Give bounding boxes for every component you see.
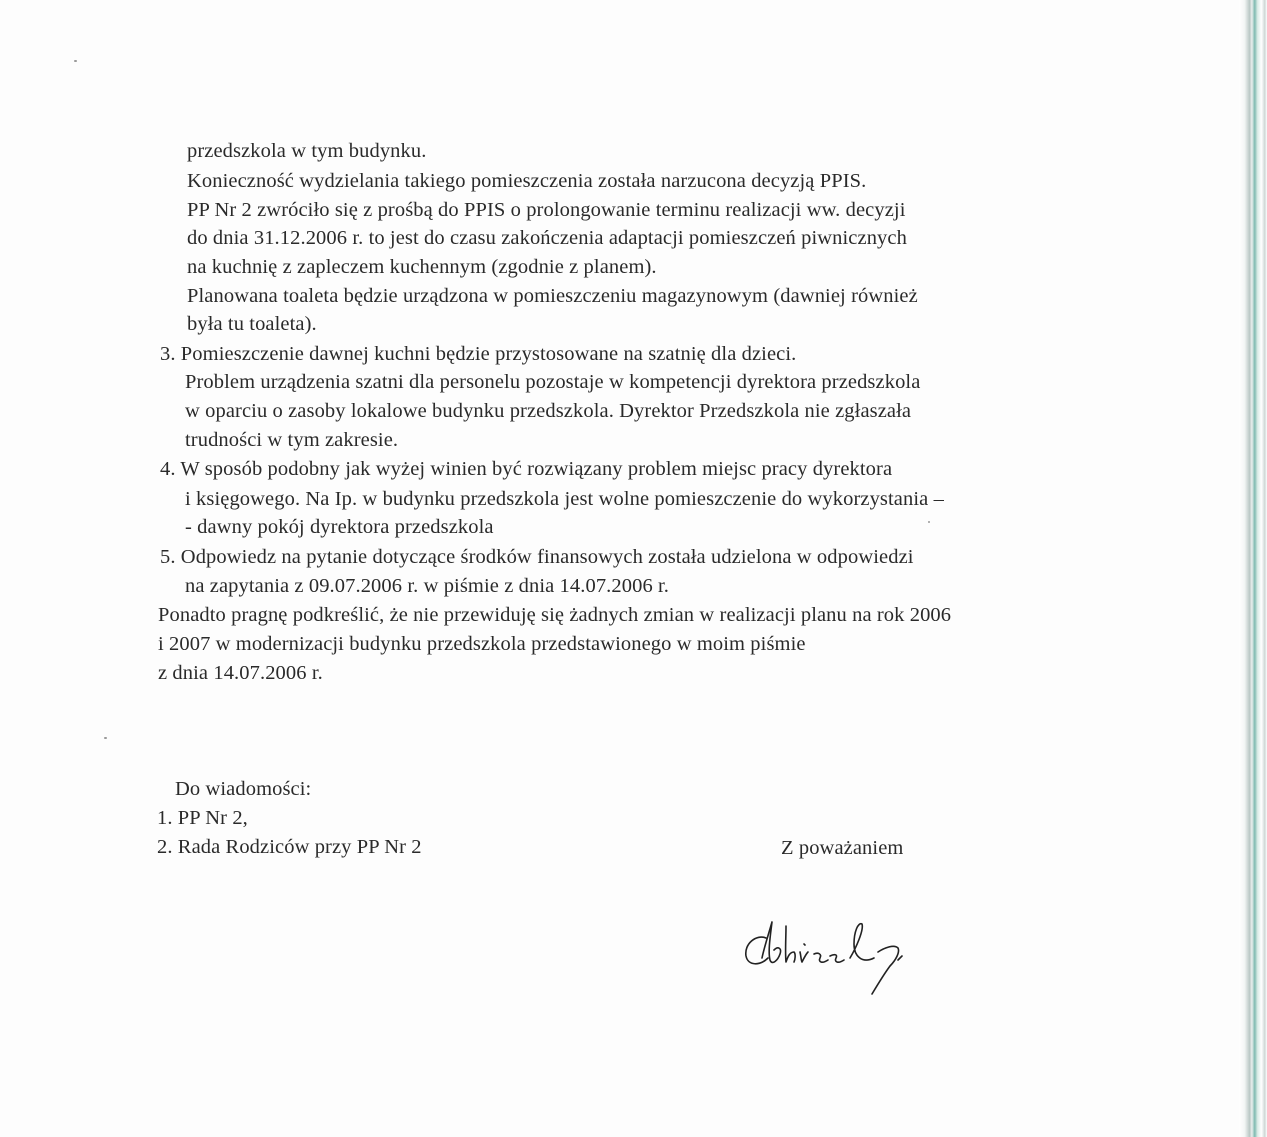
body-line: na zapytania z 09.07.2006 r. w piśmie z dnia 14.07.2006 r. xyxy=(185,575,670,597)
scan-speck xyxy=(928,521,930,523)
body-line: i księgowego. Na Ip. w budynku przedszkola jest wolne pomieszczenie do wykorzystania – xyxy=(185,488,944,510)
scan-edge-strip xyxy=(1239,0,1267,1137)
scan-speck xyxy=(104,737,107,739)
body-line: do dnia 31.12.2006 r. to jest do czasu zakończenia adaptacji pomieszczeń piwnicznych xyxy=(187,227,907,249)
list-item-4: 4. W sposób podobny jak wyżej winien być rozwiązany problem miejsc pracy dyrektora xyxy=(160,458,893,480)
body-line: trudności w tym zakresie. xyxy=(185,429,399,451)
body-line: przedszkola w tym budynku. xyxy=(187,140,427,162)
body-line: Planowana toaleta będzie urządzona w pomieszczeniu magazynowym (dawniej również xyxy=(187,285,918,307)
signature xyxy=(738,908,938,1000)
body-line: Konieczność wydzielania takiego pomieszczenia została narzucona decyzją PPIS. xyxy=(187,170,867,192)
body-line: Ponadto pragnę podkreślić, że nie przewiduję się żadnych zmian w realizacji planu na rok 2006 xyxy=(158,604,952,626)
body-line: - dawny pokój dyrektora przedszkola xyxy=(185,516,494,538)
body-line: była tu toaleta). xyxy=(187,313,317,335)
closing-salutation: Z poważaniem xyxy=(781,837,904,859)
body-line: i 2007 w modernizacji budynku przedszkola przedstawionego w moim piśmie xyxy=(158,633,806,655)
body-line: PP Nr 2 zwróciło się z prośbą do PPIS o prolongowanie terminu realizacji ww. decyzji xyxy=(187,199,906,221)
body-line: w oparciu o zasoby lokalowe budynku przedszkola. Dyrektor Przedszkola nie zgłaszała xyxy=(185,400,912,422)
cc-heading: Do wiadomości: xyxy=(175,778,312,800)
body-line: na kuchnię z zapleczem kuchennym (zgodnie z planem). xyxy=(187,256,657,278)
scan-speck xyxy=(74,60,77,62)
cc-item: 2. Rada Rodziców przy PP Nr 2 xyxy=(157,836,422,858)
cc-item: 1. PP Nr 2, xyxy=(157,807,248,829)
list-item-3: 3. Pomieszczenie dawnej kuchni będzie przystosowane na szatnię dla dzieci. xyxy=(160,343,797,365)
signature-icon xyxy=(738,908,938,1000)
body-line: z dnia 14.07.2006 r. xyxy=(158,662,323,684)
list-item-5: 5. Odpowiedz na pytanie dotyczące środków finansowych została udzielona w odpowiedzi xyxy=(160,546,914,568)
body-line: Problem urządzenia szatni dla personelu pozostaje w kompetencji dyrektora przedszkola xyxy=(185,371,921,393)
